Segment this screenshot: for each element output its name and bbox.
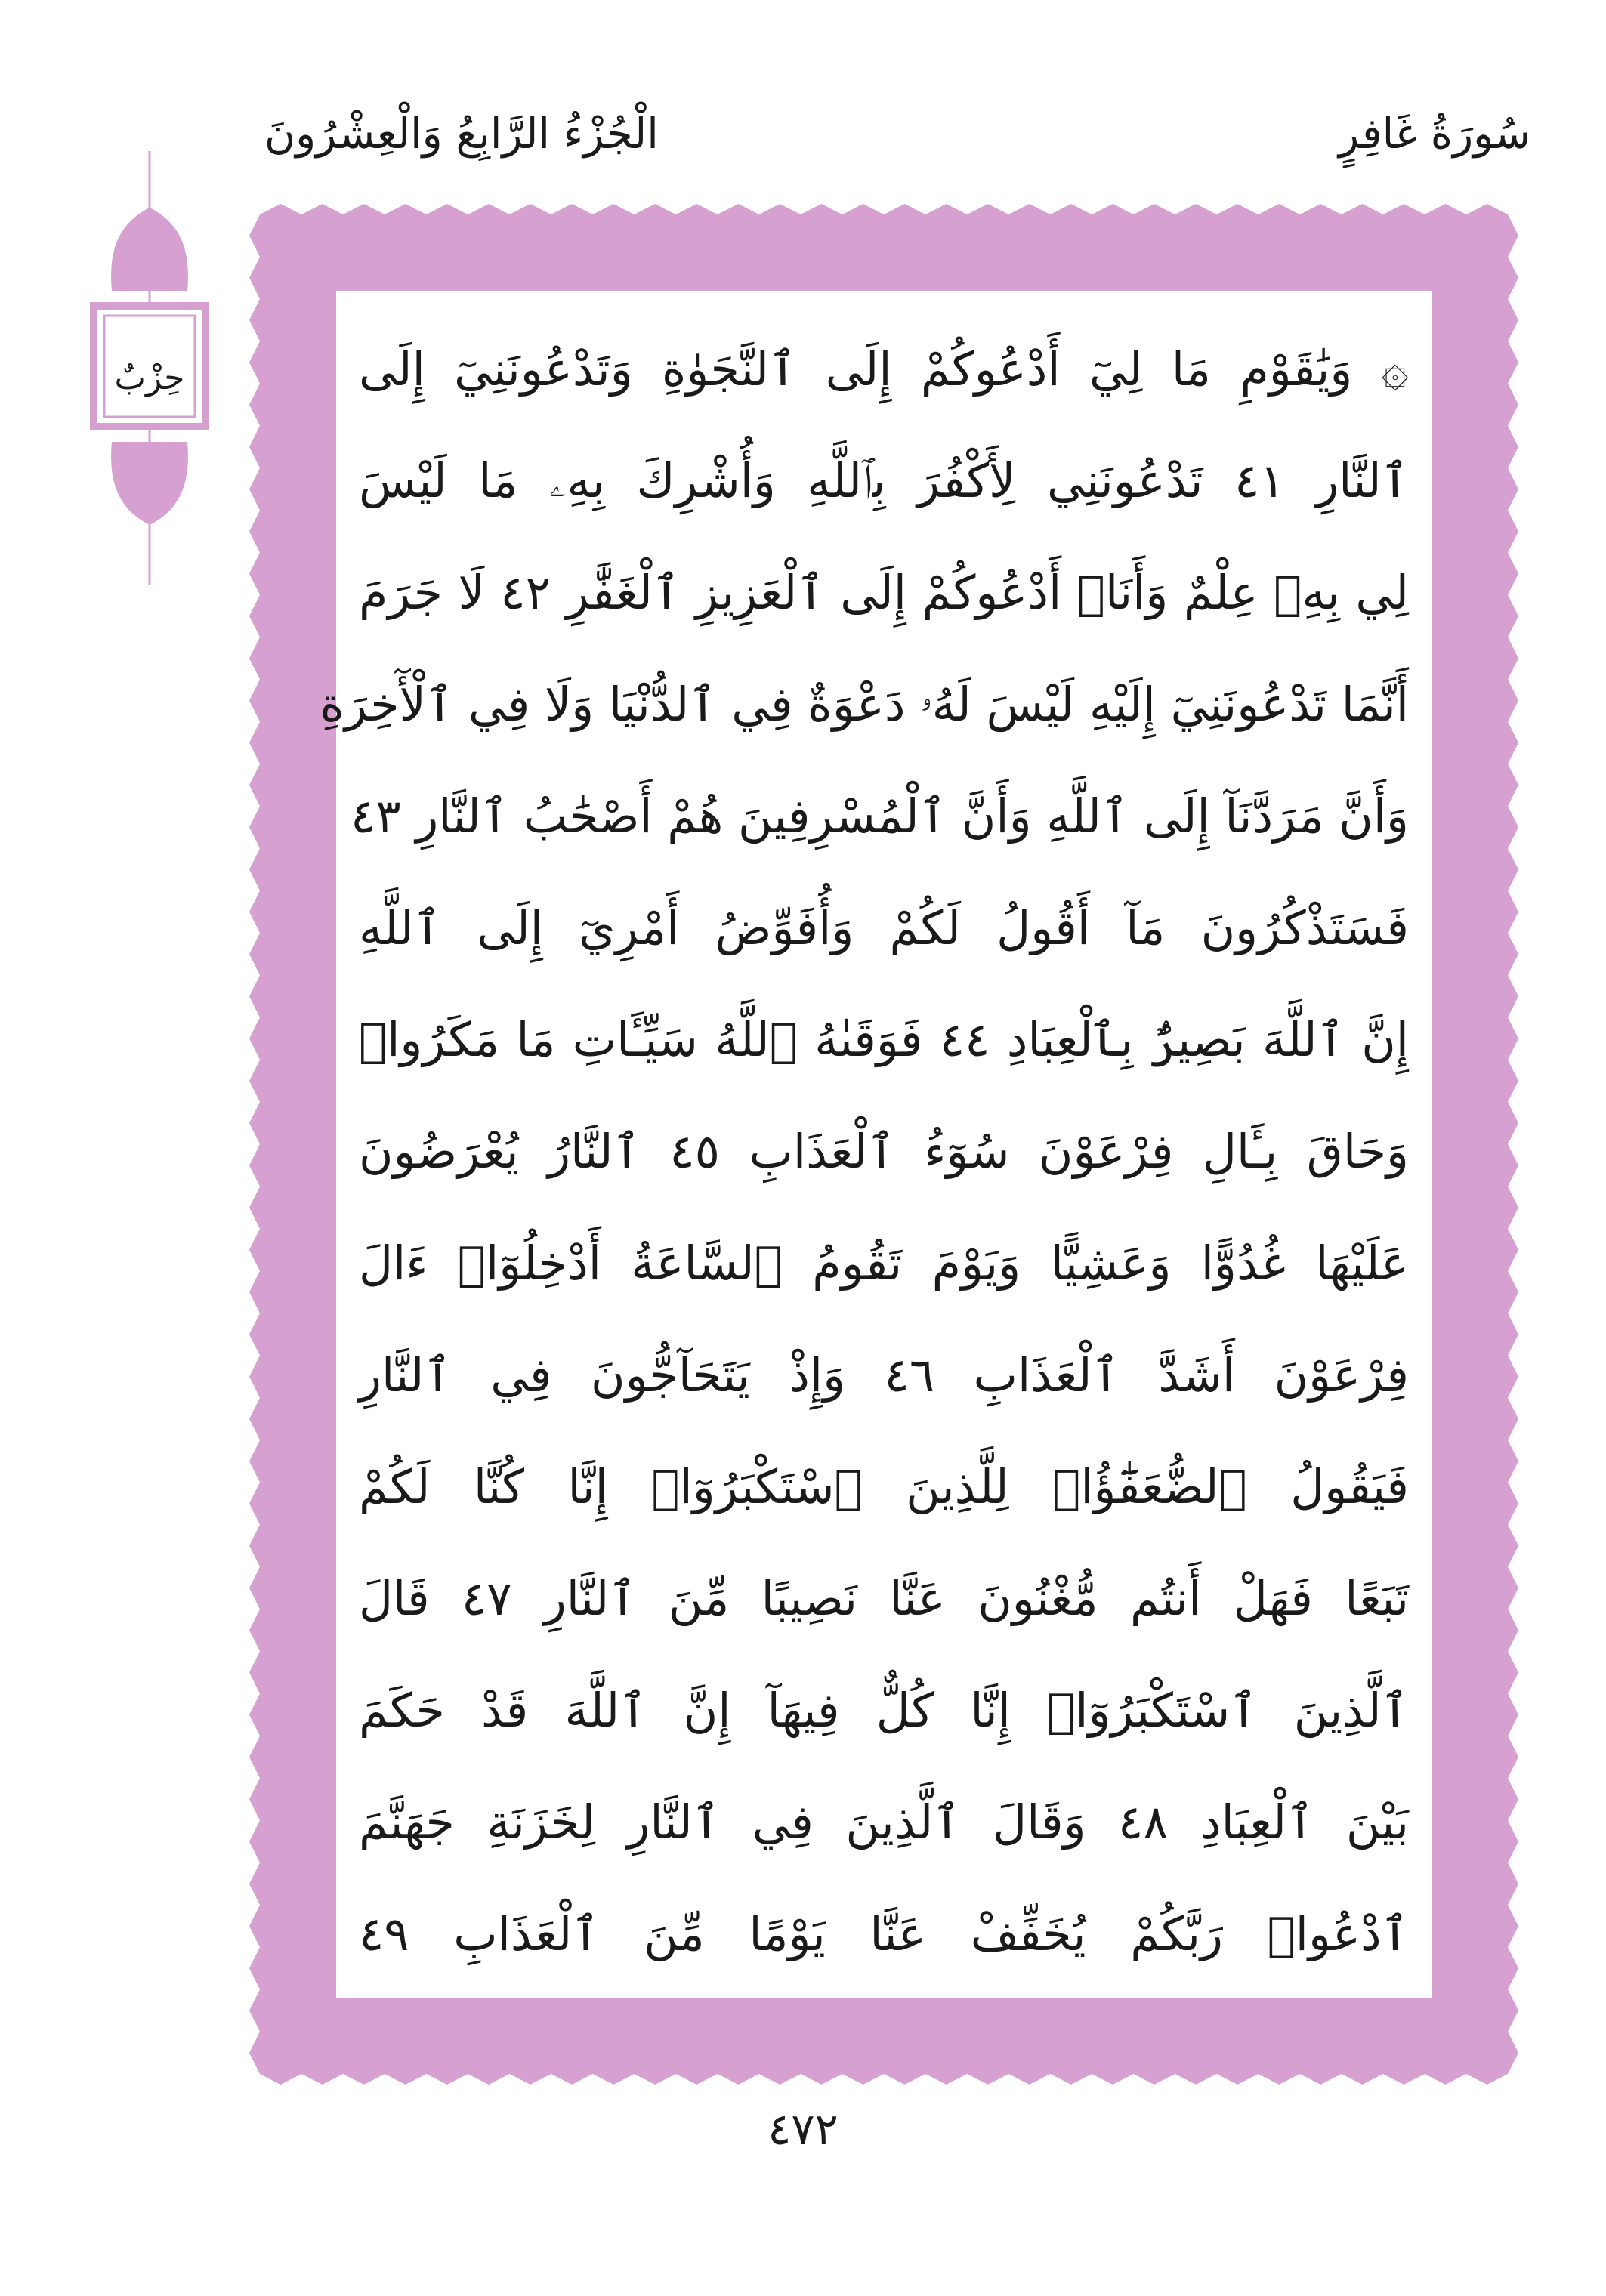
verse-line: إِنَّ ٱللَّهَ بَصِيرٌۢ بِٱلْعِبَادِ ٤٤ فَوَقَىٰهُ ٱللَّهُ سَيِّـَٔاتِ مَا مَكَرُوا۟ — [359, 1012, 1409, 1067]
verse-line: وَأَنَّ مَرَدَّنَآ إِلَى ٱللَّهِ وَأَنَّ ٱلْمُسْرِفِينَ هُمْ أَصْحَٰبُ ٱلنَّارِ ٤٣ — [351, 788, 1409, 844]
verse-line: ٱلَّذِينَ ٱسْتَكْبَرُوٓا۟ إِنَّا كُلٌّ فِيهَآ إِنَّ ٱللَّهَ قَدْ حَكَمَ — [359, 1683, 1409, 1738]
verse-line: وَحَاقَ بِـَٔالِ فِرْعَوْنَ سُوٓءُ ٱلْعَذَابِ ٤٥ ٱلنَّارُ يُعْرَضُونَ — [359, 1124, 1409, 1179]
hizb-marker — [89, 151, 210, 604]
verse-lines — [320, 313, 1410, 1990]
hizb-label: حِزْبٌ — [114, 359, 185, 397]
juz-title: الْجُزْءُ الرَّابِعُ وَالْعِشْرُونَ — [264, 110, 659, 159]
verse-line: أَنَّمَا تَدْعُونَنِيٓ إِلَيْهِ لَيْسَ لَهُۥ دَعْوَةٌ فِي ٱلدُّنْيَا وَلَا فِي ٱلْأٓخِرَةِ — [320, 677, 1409, 732]
verse-line: ۞ وَيَٰقَوْمِ مَا لِيٓ أَدْعُوكُمْ إِلَى ٱلنَّجَوٰةِ وَتَدْعُونَنِيٓ إِلَى — [359, 341, 1409, 397]
verse-line: بَيْنَ ٱلْعِبَادِ ٤٨ وَقَالَ ٱلَّذِينَ فِي ٱلنَّارِ لِخَزَنَةِ جَهَنَّمَ — [359, 1795, 1410, 1850]
text-panel — [320, 291, 1432, 1998]
surah-title: سُورَةُ غَافِرٍ — [1338, 110, 1530, 159]
verse-line: فَسَتَذْكُرُونَ مَآ أَقُولُ لَكُمْ وَأُفَوِّضُ أَمْرِيٓ إِلَى ٱللَّهِ — [359, 900, 1409, 955]
verse-line: فَيَقُولُ ٱلضُّعَفَٰٓؤُا۟ لِلَّذِينَ ٱسْتَكْبَرُوٓا۟ إِنَّا كُنَّا لَكُمْ — [359, 1459, 1409, 1514]
verse-line: عَلَيْهَا غُدُوًّا وَعَشِيًّا وَيَوْمَ تَقُومُ ٱلسَّاعَةُ أَدْخِلُوٓا۟ ءَالَ — [359, 1236, 1409, 1291]
page-frame — [249, 204, 1518, 2085]
verse-line: لِي بِهِۦ عِلْمٌ وَأَنَا۠ أَدْعُوكُمْ إِلَى ٱلْعَزِيزِ ٱلْغَفَّٰرِ ٤٢ لَا جَرَمَ — [359, 565, 1409, 620]
verse-line: تَبَعًا فَهَلْ أَنتُم مُّغْنُونَ عَنَّا نَصِيبًا مِّنَ ٱلنَّارِ ٤٧ قَالَ — [359, 1571, 1409, 1626]
verse-line: فِرْعَوْنَ أَشَدَّ ٱلْعَذَابِ ٤٦ وَإِذْ يَتَحَآجُّونَ فِي ٱلنَّارِ — [359, 1347, 1409, 1403]
verse-line: ٱدْعُوا۟ رَبَّكُمْ يُخَفِّفْ عَنَّا يَوْمًا مِّنَ ٱلْعَذَابِ ٤٩ — [359, 1906, 1409, 1961]
verse-line: ٱلنَّارِ ٤١ تَدْعُونَنِي لِأَكْفُرَ بِٱللَّهِ وَأُشْرِكَ بِهِۦ مَا لَيْسَ — [359, 453, 1409, 508]
page-number: ٤٧٢ — [767, 2103, 839, 2155]
